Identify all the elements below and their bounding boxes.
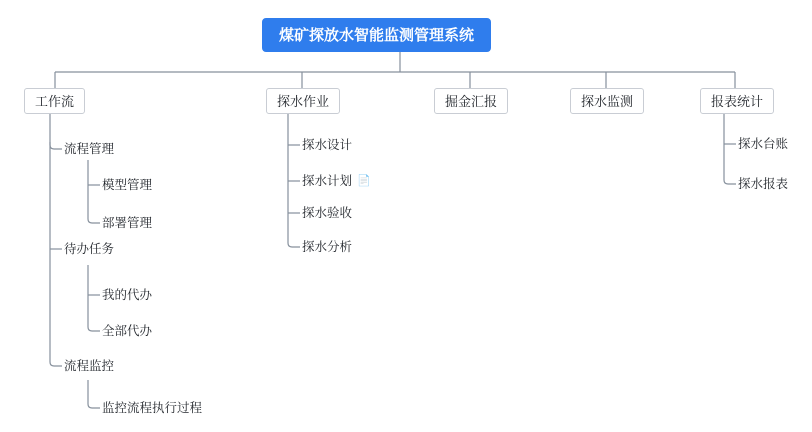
node-water-design-label: 探水设计 <box>302 137 353 152</box>
node-mining-report-label: 掘金汇报 <box>445 93 498 109</box>
node-water-ledger-label: 探水台账 <box>738 136 789 151</box>
node-process-management[interactable] <box>64 139 114 159</box>
root-node-label: 煤矿探放水智能监测管理系统 <box>279 26 475 44</box>
node-my-todo-label: 我的代办 <box>102 287 153 302</box>
node-water-report[interactable] <box>738 174 788 194</box>
document-icon: 📄 <box>357 174 371 187</box>
node-model-management-label: 模型管理 <box>102 177 153 192</box>
node-deploy-management-label: 部署管理 <box>102 215 153 230</box>
node-mining-report[interactable] <box>434 88 508 114</box>
node-all-todo-label: 全部代办 <box>102 323 153 338</box>
node-water-design[interactable] <box>302 135 352 155</box>
node-todo-tasks-label: 待办任务 <box>64 241 115 256</box>
node-model-management[interactable] <box>102 175 152 195</box>
node-reports-label: 报表统计 <box>711 93 764 109</box>
node-workflow-label: 工作流 <box>35 93 75 109</box>
node-water-monitor[interactable] <box>570 88 644 114</box>
node-water-monitor-label: 探水监测 <box>581 93 634 109</box>
node-water-ops-label: 探水作业 <box>277 93 330 109</box>
node-water-ledger[interactable] <box>738 134 788 154</box>
node-workflow[interactable] <box>24 88 85 114</box>
node-water-analysis-label: 探水分析 <box>302 239 353 254</box>
root-node[interactable] <box>262 18 491 52</box>
node-water-plan-label: 探水计划 <box>302 173 353 188</box>
node-my-todo[interactable] <box>102 285 152 305</box>
node-water-report-label: 探水报表 <box>738 176 789 191</box>
node-reports[interactable] <box>700 88 774 114</box>
node-deploy-management[interactable] <box>102 213 152 233</box>
node-water-ops[interactable] <box>266 88 340 114</box>
node-process-management-label: 流程管理 <box>64 141 115 156</box>
node-process-monitor-label: 流程监控 <box>64 358 115 373</box>
node-all-todo[interactable] <box>102 321 152 341</box>
node-monitor-execution[interactable] <box>102 398 202 418</box>
node-todo-tasks[interactable] <box>64 239 114 259</box>
node-water-acceptance[interactable] <box>302 203 352 223</box>
node-water-acceptance-label: 探水验收 <box>302 205 353 220</box>
node-monitor-execution-label: 监控流程执行过程 <box>102 400 203 415</box>
node-water-plan[interactable] <box>302 171 371 191</box>
node-water-analysis[interactable] <box>302 237 352 257</box>
node-process-monitor[interactable] <box>64 356 114 376</box>
